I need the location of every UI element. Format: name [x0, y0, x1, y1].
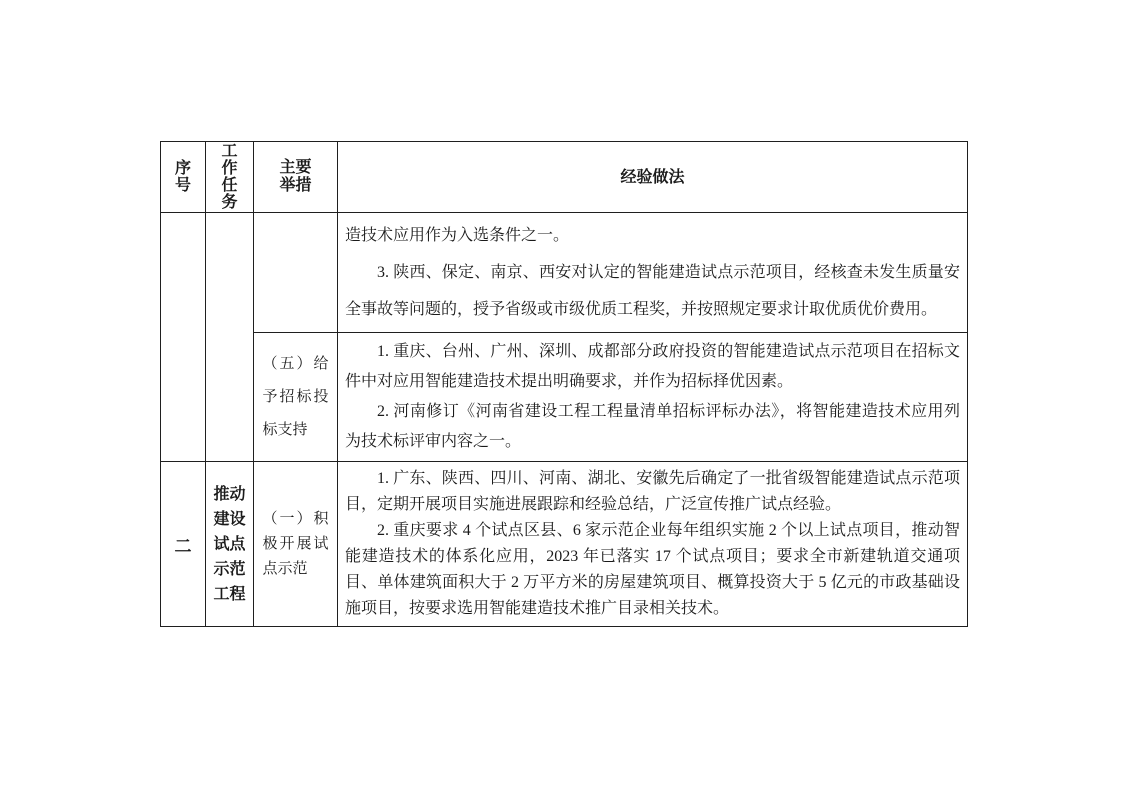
- table-row: [161, 213, 968, 333]
- cell-experience-row3: [338, 462, 968, 627]
- experience-paragraph: 1. 广东、陕西、四川、河南、湖北、安徽先后确定了一批省级智能建造试点示范项目，定期开展项目实施进展跟踪和经验总结，广泛宣传推广试点经验。: [345, 470, 960, 513]
- measure-label: （五）给予招标投标支持: [262, 355, 329, 438]
- experience-paragraph: 2. 河南修订《河南省建设工程工程量清单招标评标办法》，将智能建造技术应用列为技术标评审内容之一。: [345, 403, 960, 450]
- cell-task-merged: [206, 213, 254, 462]
- header-measure-label: 主要举措: [279, 159, 312, 194]
- header-seq: [161, 142, 206, 213]
- header-seq-label: 序号: [174, 160, 191, 194]
- header-experience-label: 经验做法: [620, 168, 685, 186]
- header-task-label: 工作任务: [221, 143, 238, 211]
- experience-paragraph: 3. 陕西、保定、南京、西安对认定的智能建造试点示范项目，经核查未发生质量安全事故等问题的，授予省级或市级优质工程奖，并按照规定要求计取优质优价费用。: [345, 264, 960, 318]
- table-header-row: [161, 142, 968, 213]
- table-row: [161, 462, 968, 627]
- cell-measure-row2: [254, 333, 338, 462]
- experience-paragraph: 造技术应用作为入选条件之一。: [345, 227, 570, 244]
- experience-paragraph: 1. 重庆、台州、广州、深圳、成都部分政府投资的智能建造试点示范项目在招标文件中对应用智能建造技术提出明确要求，并作为招标择优因素。: [345, 343, 960, 390]
- measure-label: （一）积极开展试点示范: [262, 510, 329, 577]
- experience-table: [160, 141, 968, 627]
- cell-measure-row3: [254, 462, 338, 627]
- header-task: [206, 142, 254, 213]
- header-experience: [338, 142, 968, 213]
- cell-seq-merged: [161, 213, 206, 462]
- cell-experience-row2: [338, 333, 968, 462]
- cell-measure-row1: [254, 213, 338, 333]
- experience-paragraph: 2. 重庆要求 4 个试点区县、6 家示范企业每年组织实施 2 个以上试点项目，推动智能建造技术的体系化应用，2023 年已落实 17 个试点项目；要求全市新建轨道交通项目、单体建筑面积大于 2 万平方米的房屋建筑项目、概算投资大于 5 亿元的市政基础设施项目，按要求选用智能建造技术推广目录相关技术。: [345, 522, 960, 617]
- table-row: [161, 333, 968, 462]
- task-label: 推动建设试点示范工程: [213, 485, 246, 603]
- cell-experience-row1: [338, 213, 968, 333]
- cell-seq-row3: 二: [161, 462, 206, 627]
- header-measure: [254, 142, 338, 213]
- cell-task-row3: [206, 462, 254, 627]
